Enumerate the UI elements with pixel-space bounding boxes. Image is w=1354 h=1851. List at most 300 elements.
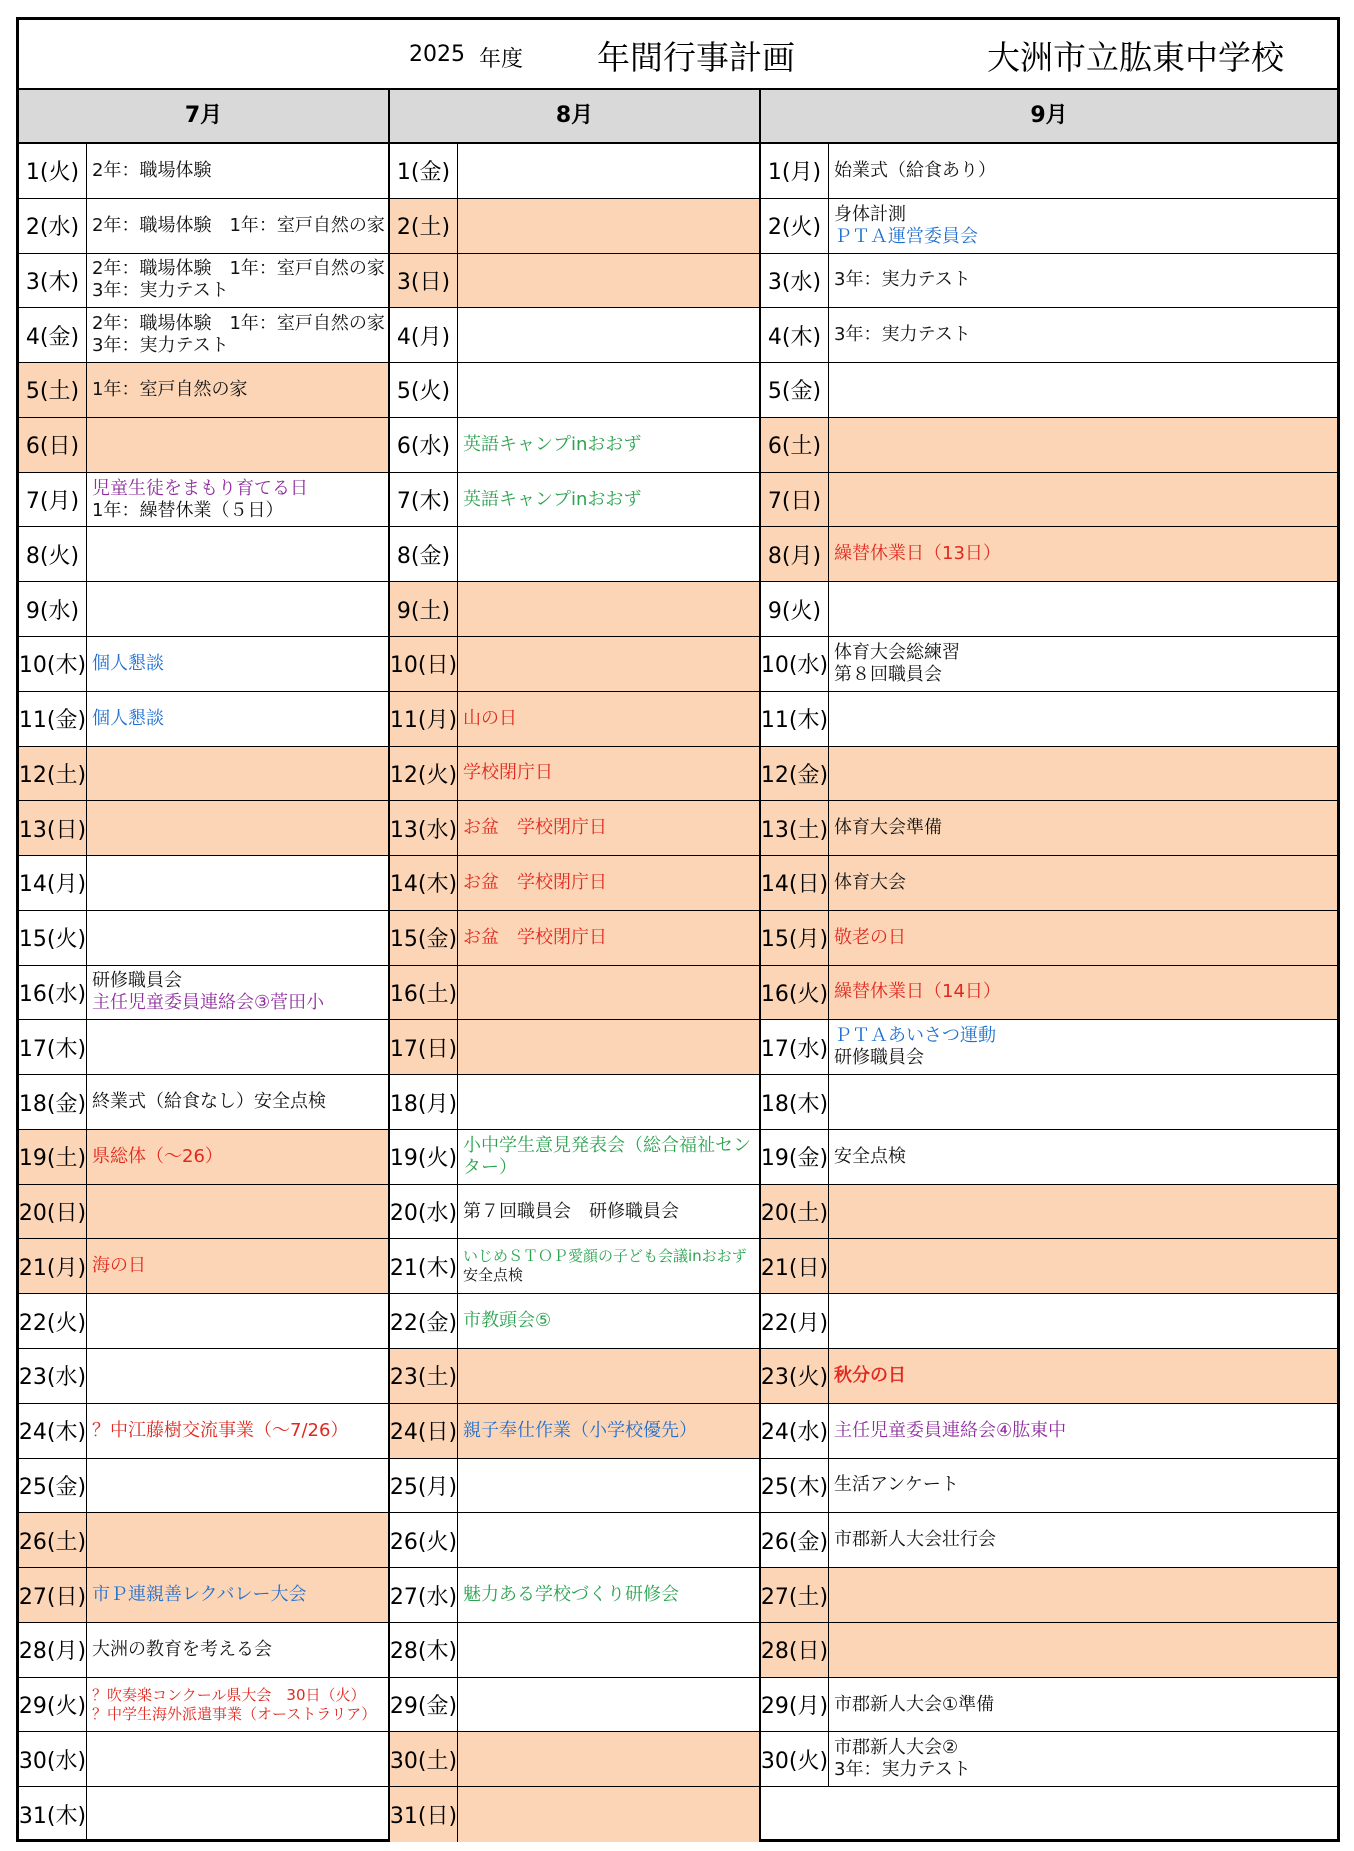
day-cell-july (19, 911, 388, 965)
day-cell-august (390, 1075, 759, 1129)
day-cell-august (390, 363, 759, 417)
day-label: 10(日) (390, 637, 458, 691)
day-label: 2(水) (19, 199, 87, 253)
day-cell-july (19, 308, 388, 362)
day-label: 8(火) (19, 527, 87, 581)
calendar-row (19, 692, 1337, 747)
day-cell-september (761, 308, 1337, 362)
event-cell (829, 308, 1337, 362)
event-cell (87, 473, 388, 527)
event-cell (829, 527, 1337, 581)
event-text: 3年：実力テスト (834, 324, 971, 346)
day-cell-september (761, 1294, 1337, 1348)
day-label: 25(月) (390, 1459, 458, 1513)
event-cell (458, 637, 759, 691)
event-cell (829, 1623, 1337, 1677)
event-cell (829, 582, 1337, 636)
calendar-row (19, 747, 1337, 802)
event-text: ？中江藤樹交流事業（～7/26） (92, 1419, 349, 1441)
event-cell (458, 418, 759, 472)
event-cell (458, 966, 759, 1020)
event-cell (829, 692, 1337, 746)
day-label: 12(土) (19, 747, 87, 801)
day-cell-august (390, 1239, 759, 1293)
event-text: 安全点検 (463, 1266, 524, 1285)
event-cell (87, 1020, 388, 1074)
day-label: 27(水) (390, 1568, 458, 1622)
event-text: 山の日 (463, 707, 517, 729)
day-cell-july (19, 418, 388, 472)
event-cell (829, 1130, 1337, 1184)
event-cell (829, 473, 1337, 527)
event-text: 市郡新人大会② (834, 1737, 959, 1759)
event-cell (829, 637, 1337, 691)
day-cell-july (19, 747, 388, 801)
event-cell (458, 747, 759, 801)
day-cell-august (390, 911, 759, 965)
calendar-row (19, 254, 1337, 309)
event-text: 研修職員会 (834, 1047, 924, 1069)
event-cell (458, 1020, 759, 1074)
day-cell-august (390, 1130, 759, 1184)
event-text: 市Ｐ連親善レクバレー大会 (92, 1584, 307, 1605)
day-label: 14(木) (390, 856, 458, 910)
day-cell-august (390, 254, 759, 308)
day-label: 29(月) (761, 1678, 829, 1732)
day-cell-september (761, 1075, 1337, 1129)
month-header-september: 9月 (1030, 103, 1068, 128)
event-cell (87, 363, 388, 417)
day-label: 9(土) (390, 582, 458, 636)
event-cell (87, 1459, 388, 1513)
day-cell-september (761, 1404, 1337, 1458)
day-label: 19(金) (761, 1130, 829, 1184)
event-text: 3年：実力テスト (92, 335, 229, 357)
day-label: 2(火) (761, 199, 829, 253)
event-cell (87, 1568, 388, 1622)
event-cell (458, 911, 759, 965)
event-text: ？吹奏楽コンクール県大会 30日（火） (92, 1685, 366, 1704)
day-cell-september (761, 1732, 1337, 1786)
event-text: 2年：職場体験 1年：室戸自然の家 (92, 258, 385, 280)
event-cell (87, 856, 388, 910)
day-label: 13(水) (390, 801, 458, 855)
day-label: 13(日) (19, 801, 87, 855)
event-text: 個人懇談 (92, 652, 164, 674)
day-cell-july (19, 1404, 388, 1458)
day-label: 30(水) (19, 1732, 87, 1786)
event-text: 1年：室戸自然の家 (92, 378, 248, 400)
event-cell (829, 747, 1337, 801)
calendar-row (19, 1349, 1337, 1404)
day-label: 22(火) (19, 1294, 87, 1348)
event-cell (87, 911, 388, 965)
day-label: 4(月) (390, 308, 458, 362)
day-label: 8(月) (761, 527, 829, 581)
event-text: 秋分の日 (834, 1364, 906, 1386)
event-cell (87, 527, 388, 581)
event-text: 身体計測 (834, 203, 906, 225)
event-cell (829, 911, 1337, 965)
event-text: お盆 学校閉庁日 (463, 871, 607, 893)
day-label: 23(土) (390, 1349, 458, 1403)
day-label: 17(日) (390, 1020, 458, 1074)
calendar-row (19, 637, 1337, 692)
day-cell-july (19, 1020, 388, 1074)
event-cell (87, 1075, 388, 1129)
event-cell (829, 254, 1337, 308)
day-cell-july (19, 966, 388, 1020)
event-text: 市教頭会⑤ (463, 1310, 552, 1332)
event-cell (458, 1459, 759, 1513)
day-label: 27(土) (761, 1568, 829, 1622)
day-label: 20(水) (390, 1185, 458, 1239)
day-cell-july (19, 473, 388, 527)
day-cell-august (390, 1732, 759, 1786)
day-cell-september (761, 692, 1337, 746)
event-text: 魅力ある学校づくり研修会 (463, 1584, 679, 1605)
event-text: お盆 学校閉庁日 (463, 817, 607, 839)
day-cell-august (390, 1678, 759, 1732)
day-cell-august (390, 308, 759, 362)
month-header-august: 8月 (555, 103, 594, 128)
day-label: 30(土) (390, 1732, 458, 1786)
day-cell-august (390, 801, 759, 855)
event-text: 児童生徒をまもり育てる日 (92, 477, 308, 499)
day-label: 23(水) (19, 1349, 87, 1403)
day-cell-september (761, 637, 1337, 691)
event-text: 3年：実力テスト (92, 280, 229, 302)
day-label: 24(木) (19, 1404, 87, 1458)
event-text: 小中学生意見発表会（総合福祉セン (463, 1134, 751, 1156)
day-label: 12(金) (761, 747, 829, 801)
event-cell (458, 254, 759, 308)
day-label: 16(火) (761, 966, 829, 1020)
day-cell-august (390, 582, 759, 636)
event-cell (87, 637, 388, 691)
day-label: 1(火) (19, 144, 87, 198)
calendar-row (19, 473, 1337, 528)
event-cell (829, 1075, 1337, 1129)
event-cell (458, 582, 759, 636)
day-label: 18(月) (390, 1075, 458, 1129)
event-cell (829, 1459, 1337, 1513)
day-cell-september (761, 1678, 1337, 1732)
calendar-row (19, 1020, 1337, 1075)
calendar-row (19, 1678, 1337, 1733)
day-label: 17(木) (19, 1020, 87, 1074)
day-cell-july (19, 1732, 388, 1786)
day-label: 18(金) (19, 1075, 87, 1129)
event-text: ＰＴＡ運営委員会 (834, 225, 978, 247)
day-cell-july (19, 637, 388, 691)
year-label: 年度 (479, 47, 524, 72)
event-text: 安全点検 (834, 1145, 906, 1167)
event-text: 市郡新人大会壮行会 (834, 1529, 996, 1551)
day-cell-july (19, 1787, 388, 1842)
event-cell (87, 692, 388, 746)
event-cell (829, 966, 1337, 1020)
day-cell-august (390, 1294, 759, 1348)
day-label: 11(金) (19, 692, 87, 746)
event-text: 3年：実力テスト (834, 269, 971, 291)
day-cell-july (19, 1513, 388, 1567)
event-cell (458, 1349, 759, 1403)
event-text: 学校閉庁日 (463, 762, 553, 784)
day-cell-august (390, 966, 759, 1020)
event-text: 3年：実力テスト (834, 1759, 971, 1781)
day-cell-september (761, 1020, 1337, 1074)
day-cell-july (19, 1239, 388, 1293)
calendar-row (19, 1294, 1337, 1349)
day-label: 14(月) (19, 856, 87, 910)
day-cell-september (761, 911, 1337, 965)
day-label: 16(土) (390, 966, 458, 1020)
event-text: お盆 学校閉庁日 (463, 926, 607, 948)
day-label: 9(火) (761, 582, 829, 636)
event-cell (458, 1678, 759, 1732)
calendar-row (19, 308, 1337, 363)
day-label: 17(水) (761, 1020, 829, 1074)
event-cell (87, 1185, 388, 1239)
day-cell-august (390, 418, 759, 472)
day-cell-august (390, 856, 759, 910)
event-text: 2年：職場体験 (92, 159, 212, 181)
event-text: 第７回職員会 研修職員会 (463, 1200, 679, 1222)
event-text: ？中学生海外派遣事業（オーストラリア） (92, 1704, 377, 1723)
day-label: 1(月) (761, 144, 829, 198)
day-label: 31(日) (390, 1787, 458, 1842)
day-cell-september (761, 527, 1337, 581)
day-label: 14(日) (761, 856, 829, 910)
day-label: 7(木) (390, 473, 458, 527)
day-cell-september (761, 747, 1337, 801)
day-cell-august (390, 1513, 759, 1567)
day-label: 2(土) (390, 199, 458, 253)
event-text: 県総体（～26） (92, 1145, 223, 1167)
day-label: 24(日) (390, 1404, 458, 1458)
day-label: 1(金) (390, 144, 458, 198)
day-label: 6(水) (390, 418, 458, 472)
day-label: 21(月) (19, 1239, 87, 1293)
event-text: 個人懇談 (92, 707, 164, 729)
day-label: 5(金) (761, 363, 829, 417)
day-label: 28(木) (390, 1623, 458, 1677)
calendar-row (19, 801, 1337, 856)
day-label: 20(日) (19, 1185, 87, 1239)
calendar-row (19, 1623, 1337, 1678)
day-cell-july (19, 527, 388, 581)
day-label: 19(土) (19, 1130, 87, 1184)
calendar-row (19, 582, 1337, 637)
event-text: 体育大会総練習 (834, 641, 960, 663)
day-cell-july (19, 692, 388, 746)
day-label: 7(月) (19, 473, 87, 527)
day-cell-september (761, 254, 1337, 308)
event-text: 英語キャンプinおおず (463, 433, 642, 455)
day-cell-september (761, 1349, 1337, 1403)
day-cell-september (761, 582, 1337, 636)
event-cell (87, 308, 388, 362)
event-cell (829, 363, 1337, 417)
empty-cell (761, 1787, 1337, 1842)
event-cell (829, 1020, 1337, 1074)
event-cell (458, 1185, 759, 1239)
day-label: 12(火) (390, 747, 458, 801)
calendar-row (19, 856, 1337, 911)
day-cell-september (761, 473, 1337, 527)
day-label: 27(日) (19, 1568, 87, 1622)
event-cell (458, 1404, 759, 1458)
day-cell-july (19, 1678, 388, 1732)
calendar-row (19, 1568, 1337, 1623)
day-label: 18(木) (761, 1075, 829, 1129)
event-cell (458, 363, 759, 417)
day-cell-september (761, 199, 1337, 253)
event-cell (829, 856, 1337, 910)
calendar-row (19, 1239, 1337, 1294)
day-label: 15(月) (761, 911, 829, 965)
day-label: 11(木) (761, 692, 829, 746)
day-label: 10(木) (19, 637, 87, 691)
event-text: 2年：職場体験 1年：室戸自然の家 (92, 214, 385, 236)
day-cell-july (19, 1185, 388, 1239)
column-divider (388, 90, 390, 1842)
event-text: 海の日 (92, 1255, 146, 1277)
event-cell (458, 692, 759, 746)
event-text: 始業式（給食あり） (834, 159, 996, 181)
event-cell (458, 1732, 759, 1786)
event-cell (458, 1623, 759, 1677)
calendar-row (19, 1185, 1337, 1240)
calendar-row (19, 1404, 1337, 1459)
day-label: 13(土) (761, 801, 829, 855)
event-cell (87, 1294, 388, 1348)
day-cell-july (19, 363, 388, 417)
event-cell (458, 1568, 759, 1622)
event-cell (87, 1623, 388, 1677)
event-cell (829, 418, 1337, 472)
calendar-row (19, 527, 1337, 582)
event-cell (458, 801, 759, 855)
day-cell-august (390, 1459, 759, 1513)
event-cell (458, 1239, 759, 1293)
calendar-row (19, 144, 1337, 199)
day-cell-august (390, 199, 759, 253)
event-text: 大洲の教育を考える会 (92, 1638, 272, 1660)
day-cell-july (19, 1075, 388, 1129)
event-cell (87, 144, 388, 198)
calendar-row (19, 418, 1337, 473)
day-label: 25(金) (19, 1459, 87, 1513)
day-label: 3(日) (390, 254, 458, 308)
page-title: 年間行事計画 (597, 38, 795, 77)
day-label: 6(日) (19, 418, 87, 472)
day-cell-july (19, 1459, 388, 1513)
event-text: 親子奉仕作業（小学校優先） (463, 1419, 697, 1441)
day-label: 6(土) (761, 418, 829, 472)
day-label: 28(月) (19, 1623, 87, 1677)
event-cell (87, 1404, 388, 1458)
day-label: 26(火) (390, 1513, 458, 1567)
day-cell-july (19, 582, 388, 636)
day-cell-august (390, 637, 759, 691)
day-label: 29(金) (390, 1678, 458, 1732)
day-cell-september (761, 1459, 1337, 1513)
day-cell-september (761, 1513, 1337, 1567)
day-label: 26(土) (19, 1513, 87, 1567)
event-cell (87, 1732, 388, 1786)
day-label: 8(金) (390, 527, 458, 581)
day-label: 3(水) (761, 254, 829, 308)
event-cell (87, 747, 388, 801)
sheet-header (19, 20, 1337, 90)
day-cell-august (390, 473, 759, 527)
day-cell-august (390, 1185, 759, 1239)
event-text: 繰替休業日（14日） (834, 981, 1001, 1003)
day-label: 5(火) (390, 363, 458, 417)
day-label: 23(火) (761, 1349, 829, 1403)
event-cell (87, 801, 388, 855)
event-cell (458, 199, 759, 253)
event-text: 繰替休業日（13日） (834, 543, 1001, 565)
event-text: 終業式（給食なし）安全点検 (92, 1091, 326, 1113)
day-cell-september (761, 1623, 1337, 1677)
event-cell (87, 254, 388, 308)
day-cell-july (19, 254, 388, 308)
day-cell-august (390, 1349, 759, 1403)
day-label: 11(月) (390, 692, 458, 746)
event-text: ＰＴＡあいさつ運動 (834, 1025, 996, 1047)
day-label: 3(木) (19, 254, 87, 308)
day-cell-august (390, 144, 759, 198)
year: 2025 (409, 42, 465, 67)
day-cell-august (390, 747, 759, 801)
day-label: 25(木) (761, 1459, 829, 1513)
day-label: 20(土) (761, 1185, 829, 1239)
event-cell (458, 1294, 759, 1348)
day-cell-september (761, 1130, 1337, 1184)
calendar-grid (19, 144, 1337, 1842)
day-cell-september (761, 1568, 1337, 1622)
event-cell (829, 1513, 1337, 1567)
day-label: 29(火) (19, 1678, 87, 1732)
event-text: 体育大会準備 (834, 817, 942, 839)
event-cell (829, 1404, 1337, 1458)
event-cell (87, 418, 388, 472)
day-cell-august (390, 1623, 759, 1677)
day-cell-july (19, 1349, 388, 1403)
day-cell-september (761, 1185, 1337, 1239)
event-cell (458, 1787, 759, 1842)
day-cell-august (390, 527, 759, 581)
event-cell (829, 1294, 1337, 1348)
day-label: 31(木) (19, 1787, 87, 1842)
event-cell (87, 966, 388, 1020)
event-cell (458, 473, 759, 527)
calendar-row (19, 1513, 1337, 1568)
event-text: 市郡新人大会①準備 (834, 1693, 995, 1715)
day-cell-september (761, 966, 1337, 1020)
event-cell (829, 1239, 1337, 1293)
day-cell-july (19, 1568, 388, 1622)
day-cell-july (19, 1623, 388, 1677)
event-cell (458, 1513, 759, 1567)
day-cell-august (390, 692, 759, 746)
month-header-july: 7月 (184, 103, 223, 128)
event-text: 英語キャンプinおおず (463, 488, 642, 510)
event-cell (829, 801, 1337, 855)
